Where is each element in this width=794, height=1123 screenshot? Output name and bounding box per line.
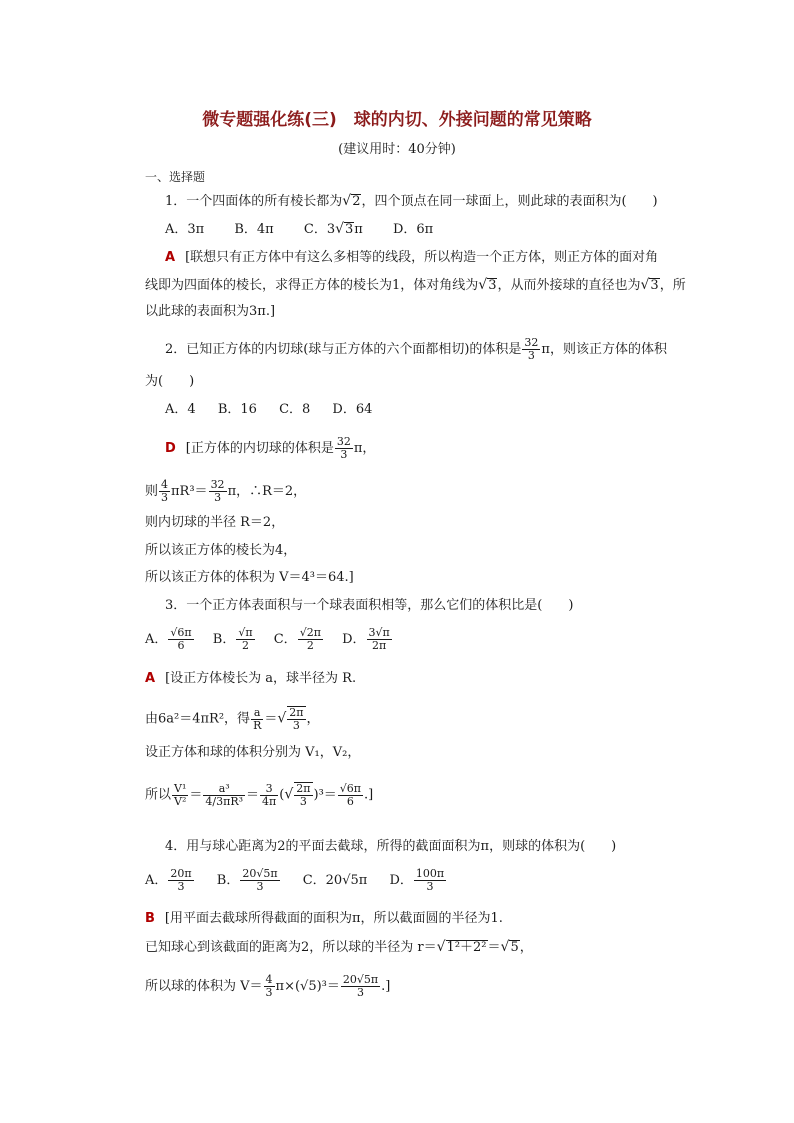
- q2-stem-part: 2．已知正方体的内切球(球与正方体的六个面都相切)的体积是: [165, 342, 522, 357]
- sqrt-sign: √: [335, 221, 345, 237]
- q2-solution-line: 所以该正方体的体积为 V＝4³＝64.]: [145, 570, 354, 585]
- fraction: [260, 783, 278, 808]
- q4-solution-text: .]: [381, 979, 391, 994]
- q2-solution-line: [165, 436, 375, 461]
- q4-answer: B: [145, 911, 155, 926]
- fraction: [338, 783, 363, 808]
- fraction: [367, 627, 392, 652]
- numerator: 2π: [289, 706, 304, 719]
- q2-solution-text: πR³＝: [171, 484, 208, 499]
- denominator: 3: [265, 986, 273, 999]
- option-label: C．: [273, 632, 297, 647]
- q4-solution-text: π×(√5)³＝: [275, 979, 340, 994]
- sqrt-sign: √: [284, 786, 294, 803]
- fraction: [240, 868, 279, 893]
- fraction: [209, 479, 227, 504]
- q3-solution-line: [145, 670, 356, 688]
- q3-solution-line: 设正方体和球的体积分别为 V₁，V₂，: [145, 745, 361, 760]
- denominator: 2: [241, 639, 249, 652]
- fraction: [203, 783, 245, 808]
- q2-option-c: C．8: [279, 402, 311, 417]
- q1-answer: A: [165, 250, 176, 265]
- numerator: V¹: [174, 781, 187, 795]
- denominator: 6: [346, 794, 354, 808]
- q4-options: [145, 868, 473, 893]
- q4-solution-text: ，: [519, 940, 533, 955]
- numerator: 20π: [170, 867, 192, 880]
- fraction: [251, 707, 263, 732]
- denominator: 3: [214, 491, 222, 504]
- q2-answer: D: [165, 441, 176, 456]
- numerator: √π: [238, 626, 253, 639]
- fraction: [335, 436, 353, 461]
- q4-option-b: [217, 868, 281, 893]
- q2-stem-part: π，则该正方体的体积: [541, 342, 667, 357]
- q4-solution-text: [用平面去截球所得截面的面积为π，所以截面圆的半径为1.: [164, 911, 503, 926]
- numerator: √6π: [170, 626, 192, 639]
- numerator: 32: [210, 478, 225, 491]
- q2-option-a: A．4: [165, 402, 196, 417]
- numerator: 3√π: [368, 626, 390, 639]
- fraction: [168, 868, 193, 893]
- denominator: V²: [174, 794, 187, 808]
- fraction: [298, 627, 323, 652]
- sqrt-sign: √: [342, 193, 352, 209]
- q4-option-a: [145, 868, 195, 893]
- q2-solution-text: π，: [353, 441, 376, 456]
- q4-solution-text: 所以球的体积为 V＝: [145, 979, 263, 994]
- numerator: 4: [161, 478, 169, 491]
- q3-solution-line: [145, 782, 373, 808]
- q2-option-d: D．64: [332, 402, 373, 417]
- denominator: R: [253, 718, 262, 732]
- q4-solution-text: 已知球心到该截面的距离为2，所以球的半径为 r＝: [145, 940, 437, 955]
- numerator: √6π: [339, 781, 362, 795]
- sqrt-sign: √: [640, 277, 650, 293]
- option-label: A．: [145, 632, 168, 647]
- option-label: B．: [216, 873, 240, 888]
- q3-solution-text: (: [279, 787, 285, 803]
- q4-solution-line: [145, 974, 390, 999]
- q3-solution-text: )³＝: [313, 787, 337, 803]
- q1-solution-radicand: 3: [488, 278, 497, 293]
- option-label: B．: [212, 632, 236, 647]
- q2-solution-line: [145, 479, 306, 504]
- q1-solution-text: [联想只有正方体中有这么多相等的线段，所以构造一个正方体，则正方体的面对角: [185, 250, 659, 265]
- numerator: 3: [260, 783, 278, 796]
- q3-solution-text: ＝: [246, 787, 260, 803]
- q1-stem-radicand: 2: [352, 194, 361, 209]
- denominator: 4/3πR³: [205, 794, 244, 808]
- q4-solution-radicand: 1²＋2²: [446, 940, 487, 955]
- q4-stem: 4．用与球心距离为2的平面去截球，所得的截面面积为π，则球的体积为( ): [165, 839, 617, 854]
- q4-solution-line: [145, 910, 503, 928]
- numerator: 20√5π: [342, 973, 379, 986]
- q1-option-d: D．6π: [392, 222, 434, 237]
- denominator: 3: [177, 880, 185, 893]
- q3-solution-text: ＝: [264, 711, 278, 727]
- q1-solution-text: ，从而外接球的直径也为: [497, 278, 641, 293]
- option-label: A．: [145, 873, 168, 888]
- numerator: 2π: [296, 782, 311, 795]
- q2-solution-line: 所以该正方体的棱长为4，: [145, 543, 297, 558]
- q1-solution-text: 线即为四面体的棱长，求得正方体的棱长为1，体对角线为: [145, 278, 479, 293]
- page-title: 微专题强化练(三) 球的内切、外接问题的常见策略: [202, 110, 592, 130]
- fraction: [172, 783, 188, 808]
- sqrt-sign: √: [436, 939, 446, 955]
- numerator: a³: [203, 783, 245, 796]
- q3-solution-text: ＝: [189, 787, 203, 803]
- q1-options: [165, 220, 459, 239]
- q3-option-c: [274, 627, 324, 652]
- q3-option-a: [145, 627, 195, 652]
- q1-option-a: A．3π: [165, 222, 205, 237]
- q2-solution-text: 则: [145, 484, 159, 499]
- numerator: 20√5π: [242, 867, 278, 880]
- q1-option-c-radicand: 3: [345, 222, 354, 237]
- denominator: 3: [340, 448, 348, 461]
- fraction: [287, 706, 305, 732]
- q1-solution-radicand: 3: [650, 278, 659, 293]
- q4-solution-line: [145, 938, 533, 957]
- q1-option-c: [304, 220, 363, 239]
- q3-stem: 3．一个正方体表面积与一个球表面积相等，那么它们的体积比是( ): [165, 598, 574, 613]
- q1-stem-part: 1．一个四面体的所有棱长都为: [165, 194, 343, 209]
- denominator: 4π: [262, 794, 277, 808]
- q2-solution-text: π，∴R＝2，: [227, 484, 307, 499]
- denominator: 3: [426, 880, 434, 893]
- numerator: 100π: [415, 867, 445, 880]
- q1-solution-line: 以此球的表面积为3π.]: [145, 304, 276, 319]
- numerator: 32: [336, 435, 351, 448]
- q4-solution-radicand: 5: [510, 940, 519, 955]
- fraction: [294, 782, 312, 808]
- numerator: 32: [524, 336, 539, 349]
- q3-solution-text: 由6a²＝4πR²，得: [145, 711, 251, 727]
- denominator: 3: [299, 795, 307, 808]
- q2-solution-text: [正方体的内切球的体积是: [185, 441, 334, 456]
- sqrt-sign: √: [478, 277, 488, 293]
- q1-stem: [165, 192, 658, 211]
- q1-solution-text: ，所: [659, 278, 686, 293]
- q2-options: [165, 401, 398, 419]
- q2-stem: 为( ): [145, 374, 195, 389]
- q3-option-b: [213, 627, 256, 652]
- option-label: D．: [342, 632, 366, 647]
- q3-solution-text: .]: [364, 787, 374, 803]
- q3-options: [145, 627, 419, 652]
- fraction: [414, 868, 446, 893]
- q2-option-b: B．16: [217, 402, 257, 417]
- q3-solution-line: [145, 706, 320, 732]
- q1-stem-part: ，四个顶点在同一球面上，则此球的表面积为( ): [361, 194, 658, 209]
- numerator: a: [251, 707, 263, 720]
- q3-solution-text: ，: [306, 711, 320, 727]
- fraction: [522, 337, 540, 362]
- denominator: 2π: [372, 639, 387, 652]
- denominator: 3: [527, 349, 535, 362]
- fraction: [264, 974, 275, 999]
- denominator: 6: [177, 639, 185, 652]
- q4-option-c: C．20√5π: [302, 873, 368, 888]
- q1-solution-line: [165, 249, 658, 267]
- sqrt-sign: √: [500, 939, 510, 955]
- numerator: 4: [265, 973, 273, 986]
- q2-stem: [165, 337, 667, 362]
- q3-option-d: [342, 627, 393, 652]
- denominator: 2: [306, 639, 314, 652]
- fraction: [168, 627, 193, 652]
- option-label: D．: [389, 873, 413, 888]
- section-heading: 一、选择题: [145, 170, 206, 184]
- sqrt-sign: √: [277, 710, 287, 727]
- q1-option-b: B．4π: [234, 222, 274, 237]
- q1-solution-line: [145, 276, 686, 295]
- q2-solution-line: 则内切球的半径 R＝2，: [145, 515, 285, 530]
- denominator: 3: [292, 719, 300, 732]
- q3-solution-text: 所以: [145, 787, 172, 803]
- fraction: [159, 479, 170, 504]
- page-subtitle: (建议用时：40分钟): [338, 142, 456, 157]
- q4-option-d: [389, 868, 447, 893]
- numerator: √2π: [299, 626, 321, 639]
- fraction: [341, 974, 380, 999]
- fraction: [236, 627, 254, 652]
- denominator: 3: [357, 986, 364, 999]
- q4-solution-text: ＝: [487, 940, 501, 955]
- q1-option-c-part: C．3: [303, 222, 336, 237]
- q3-solution-text: [设正方体棱长为 a，球半径为 R.: [165, 671, 357, 686]
- denominator: 3: [256, 880, 264, 893]
- denominator: 3: [161, 491, 169, 504]
- q1-option-c-part: π: [354, 222, 363, 237]
- q3-answer: A: [145, 671, 156, 686]
